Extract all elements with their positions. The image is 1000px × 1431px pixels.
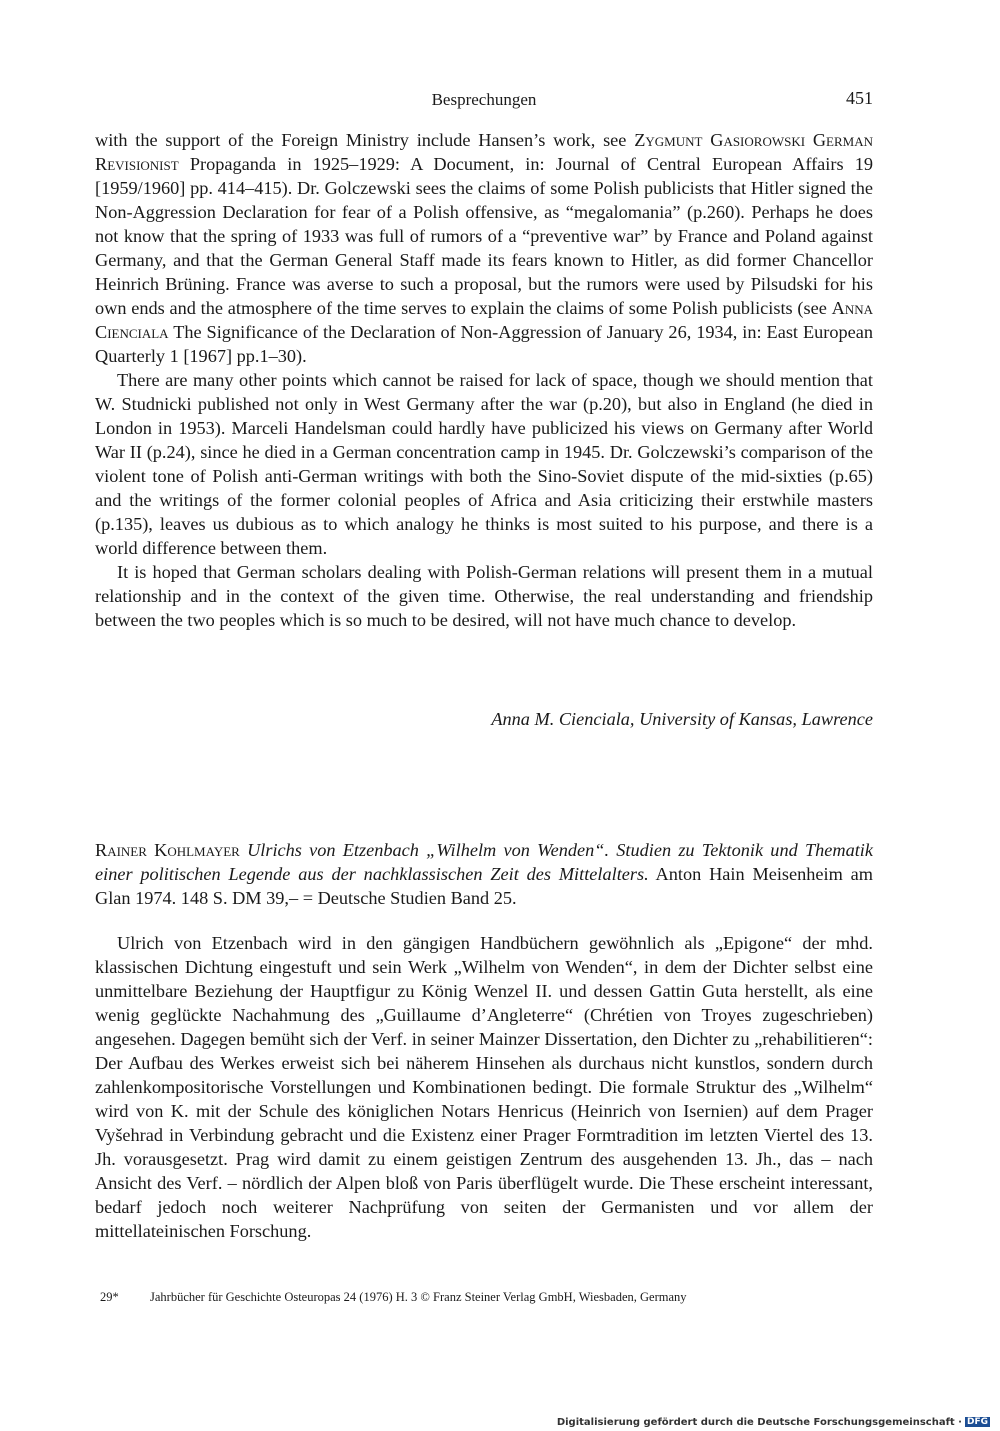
review-continuation bbox=[95, 128, 873, 632]
page-number: 451 bbox=[846, 88, 873, 108]
book-publication: Anton Hain Meisenheim am Glan 1974. 148 S. DM 39,– = Deutsche Studien Band 25. bbox=[95, 864, 874, 908]
cited-author-cienciala: Anna Cienciala bbox=[95, 298, 873, 342]
review-heading bbox=[95, 838, 873, 910]
cited-author-gasiorowski: Zygmunt Gasiorowski German Revisionist bbox=[95, 130, 874, 174]
running-head bbox=[95, 90, 873, 116]
review-body bbox=[95, 931, 873, 1243]
book-title: Ulrichs von Etzenbach „Wilhelm von Wenden“. Studien zu Tektonik und Thematik einer politischen Legende aus der nachklassischen Zeit des Mittelalters. bbox=[95, 840, 874, 884]
running-head-title: Besprechungen bbox=[431, 90, 537, 109]
review-body-paragraph: Ulrich von Etzenbach wird in den gängigen Handbüchern gewöhnlich als „Epigone“ der mhd. klassischen Dichtung eingestuft und sein Werk „Wilhelm von Wenden“, in dem der Dichter selbst eine unmittelbare Beziehung der Hauptfigur zu König Wenzel II. und dessen Gattin Guta herstellt, als eine wenig geglückte Nachahmung des „Guillaume d’Angleterre“ (Chrétien von Troyes zugeschrieben) angesehen. Dagegen bemüht sich der Verf. in seiner Mainzer Dissertation, den Dichter zu „rehabilitieren“: Der Aufbau des Werkes erweist sich bei näherem Hinsehen als durchaus nicht kunstlos, sondern durch zahlenkompositorische Vorstellungen und Kombinationen bedingt. Die formale Struktur des „Wilhelm“ wird von K. mit der Schule des königlichen Notars Henricus (Heinrich von Isernien) auf dem Prager Vyšehrad in Verbindung gebracht und die Existenz einer Prager Formtradition im letzten Viertel des 13. Jh. vorausgesetzt. Prag wird damit zu einem geistigen Zentrum des ausgehenden 13. Jh., das – nach Ansicht des Verf. – nördlich der Alpen bloß von Paris überflügelt wurde. Die These erscheint interessant, bedarf jedoch noch weiterer Nachprüfung von seiten der Germanisten und vor allem der mittellateinischen Forschung. bbox=[95, 933, 873, 1241]
digitization-text: Digitalisierung gefördert durch die Deutsche Forschungsgemeinschaft · bbox=[556, 1417, 962, 1428]
paragraph-1-part-2: Propaganda in 1925–1929: A Document, in: Journal of Central European Affairs 19 [1959/1960] pp. 414–415). Dr. Golczewski sees the claims of some Polish publicists that Hitler signed the Non-Aggression Declaration for fear of a Polish offensive, as “megalomania” (p.260). Perhaps he does not know that the spring of 1933 was full of rumors of a “preventive war” by France and Poland against Germany, and that the German General Staff made its fears known to Hitler, as did former Chancellor Heinrich Brüning. France was averse to such a proposal, but the rumors were used by Pilsudski for his own ends and the atmosphere of the time serves to explain the claims of some Polish publicists (see bbox=[95, 154, 873, 318]
signature-mark: 29* bbox=[100, 1290, 119, 1304]
paragraph-1-part-1: with the support of the Foreign Ministry include Hansen’s work, see bbox=[95, 130, 635, 150]
digitization-notice bbox=[557, 1417, 990, 1428]
book-author: Rainer Kohlmayer bbox=[95, 840, 240, 860]
paragraph-1 bbox=[95, 128, 873, 368]
page-footer bbox=[100, 1290, 687, 1305]
paragraph-3: It is hoped that German scholars dealing with Polish-German relations will present them in a mutual relationship and in the context of the given time. Otherwise, the real understanding and friendship between the two peoples which is so much to be desired, will not have much chance to develop. bbox=[95, 562, 873, 630]
journal-line: Jahrbücher für Geschichte Osteuropas 24 (1976) H. 3 © Franz Steiner Verlag GmbH, Wiesbaden, Germany bbox=[150, 1290, 687, 1304]
review-citation bbox=[95, 838, 873, 910]
paragraph-1-part-3: The Significance of the Declaration of Non-Aggression of January 26, 1934, in: East European Quarterly 1 [1967] pp.1–30). bbox=[95, 322, 873, 366]
dfg-logo: DFG bbox=[966, 1417, 988, 1427]
paragraph-2: There are many other points which cannot be raised for lack of space, though we should mention that W. Studnicki published not only in West Germany after the war (p.20), but also in England (he died in London in 1953). Marceli Handelsman could hardly have publicized his views on Germany after World War II (p.24), since he died in a German concentration camp in 1945. Dr. Golczewski’s comparison of the violent tone of Polish anti-German writings with both the Sino-Soviet dispute of the mid-sixties (p.65) and the writings of the former colonial peoples of Africa and Asia criticizing their erstwhile masters (p.135), leaves us dubious as to which analogy he thinks is most suited to his purpose, and there is a world difference between them. bbox=[95, 370, 873, 558]
reviewer-signature: Anna M. Cienciala, University of Kansas, Lawrence bbox=[491, 709, 873, 729]
